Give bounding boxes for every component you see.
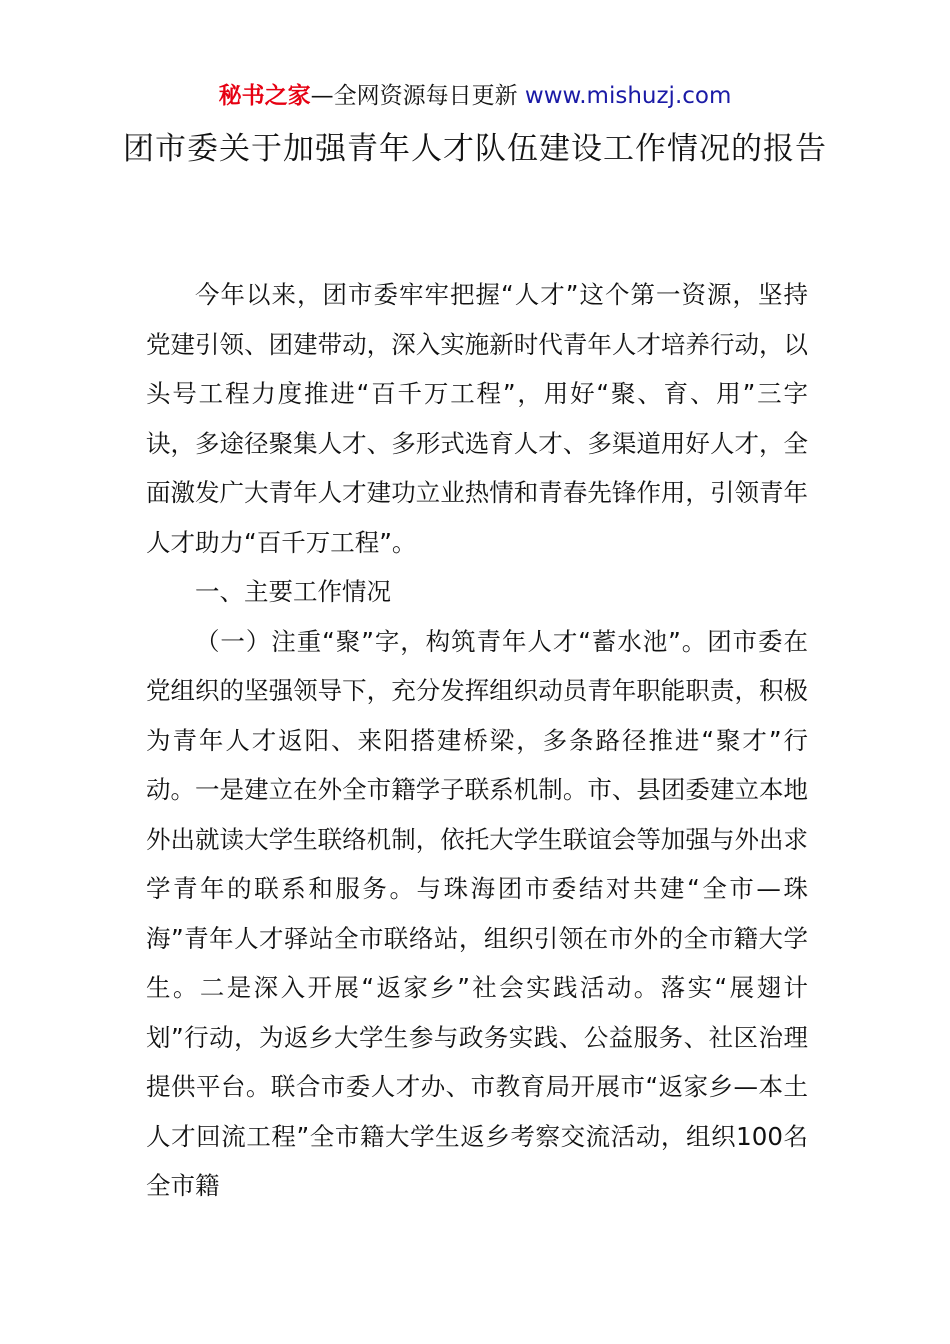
document-body: [146, 270, 808, 1211]
document-title: 团市委关于加强青年人才队伍建设工作情况的报告: [123, 131, 827, 167]
section-paragraph: （一）注重“聚”字，构筑青年人才“蓄水池”。团市委在党组织的坚强领导下，充分发挥组织动员青年职能职责，积极为青年人才返阳、来阳搭建桥梁，多条路径推进“聚才”行动。一是建立在外全市籍学子联系机制。市、县团委建立本地外出就读大学生联络机制，依托大学生联谊会等加强与外出求学青年的联系和服务。与珠海团市委结对共建“全市—珠海”青年人才驿站全市联络站，组织引领在市外的全市籍大学生。二是深入开展“返家乡”社会实践活动。落实“展翅计划”行动，为返乡大学生参与政务实践、公益服务、社区治理提供平台。联合市委人才办、市教育局开展市“返家乡—本土人才回流工程”全市籍大学生返乡考察交流活动，组织100名全市籍: [146, 626, 808, 1200]
site-banner: [0, 80, 950, 112]
site-url[interactable]: www.mishuzj.com: [524, 83, 732, 109]
brand-name: 秘书之家: [218, 83, 311, 109]
intro-paragraph: 今年以来，团市委牢牢把握“人才”这个第一资源，坚持党建引领、团建带动，深入实施新时代青年人才培养行动，以头号工程力度推进“百千万工程”，用好“聚、育、用”三字诀，多途径聚集人才、多形式选育人才、多渠道用好人才，全面激发广大青年人才建功立业热情和青春先锋作用，引领青年人才助力“百千万工程”。: [146, 280, 808, 557]
banner-slogan: —全网资源每日更新: [310, 83, 518, 109]
section-heading: 一、主要工作情况: [195, 577, 391, 606]
